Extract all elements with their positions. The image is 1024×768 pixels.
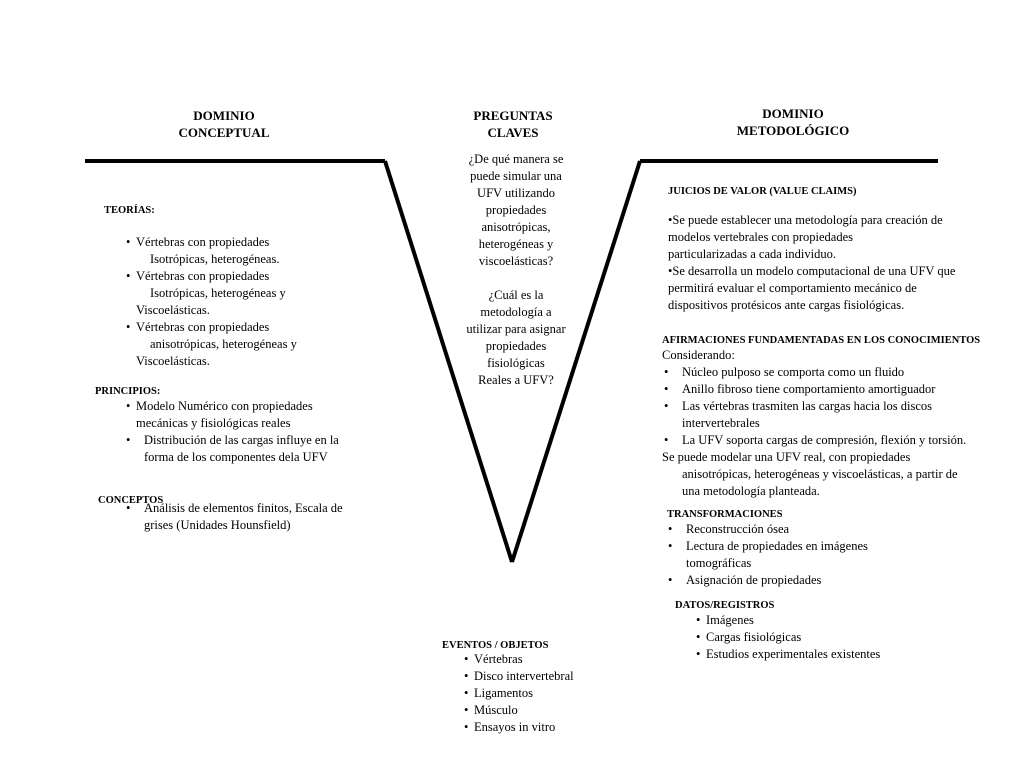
conceptos-label: CONCEPTOS <box>98 495 164 506</box>
list-item-cont: tomográficas <box>686 556 752 570</box>
juicios-line: particularizadas a cada individuo. <box>668 247 836 261</box>
list-item-cont: Isotrópicas, heterogéneas y <box>150 286 286 300</box>
pregunta-line: metodología a <box>480 305 552 319</box>
list-item-text: La UFV soporta cargas de compresión, flexión y torsión. <box>682 433 967 447</box>
list-item-cont: Viscoelásticas. <box>136 354 210 368</box>
list-item <box>658 432 1012 449</box>
list-item <box>662 538 962 572</box>
pregunta-line: propiedades <box>485 203 547 217</box>
list-item <box>662 572 962 589</box>
list-item-cont: forma de los componentes dela UFV <box>144 450 328 464</box>
list-item <box>662 521 962 538</box>
pregunta-line: fisiológicas <box>487 356 545 370</box>
list-item-text: Anillo fibroso tiene comportamiento amortiguador <box>682 382 936 396</box>
list-item-cont: intervertebrales <box>682 416 760 430</box>
list-item-text: Núcleo pulposo se comporta como un fluido <box>682 365 905 379</box>
list-item-text: Lectura de propiedades en imágenes <box>686 539 868 553</box>
list-item-cont: grises (Unidades Hounsfield) <box>144 518 291 532</box>
pregunta-line: utilizar para asignar <box>466 322 566 336</box>
list-item-text: Reconstrucción ósea <box>686 522 790 536</box>
list-item <box>658 364 1012 381</box>
pregunta-1 <box>446 151 586 270</box>
header-line: PREGUNTAS <box>473 108 553 123</box>
list-item-text: Asignación de propiedades <box>686 573 822 587</box>
list-item <box>124 268 364 319</box>
pregunta-line: puede simular una <box>470 169 562 183</box>
afirmaciones-block <box>662 347 1012 500</box>
list-item: • Disco intervertebral <box>462 668 612 685</box>
list-item: • Cargas fisiológicas <box>694 629 954 646</box>
list-item: • Imágenes <box>694 612 954 629</box>
list-item-text: Vértebras con propiedades <box>136 269 270 283</box>
teorias-list <box>124 234 364 370</box>
afirmaciones-closing-line: anisotrópicas, heterogéneas y viscoelásticas, a partir de <box>682 467 958 481</box>
juicios-label: JUICIOS DE VALOR (VALUE CLAIMS) <box>668 186 857 197</box>
juicios-line: dispositivos protésicos ante cargas fisiológicas. <box>668 298 905 312</box>
list-item-text: Modelo Numérico con propiedades <box>136 399 313 413</box>
list-item: • Músculo <box>462 702 612 719</box>
header-dominio-conceptual <box>154 107 294 141</box>
afirmaciones-intro: Considerando: <box>662 348 735 362</box>
list-item <box>124 432 384 466</box>
afirmaciones-list <box>658 364 1012 449</box>
conceptos-list <box>124 500 384 534</box>
list-item-cont: mecánicas y fisiológicas reales <box>136 416 291 430</box>
list-item <box>124 234 364 268</box>
datos-label: DATOS/REGISTROS <box>675 600 775 611</box>
principios-list <box>124 398 384 466</box>
list-item <box>658 398 1012 432</box>
pregunta-line: heterogéneas y <box>478 237 554 251</box>
list-item-text: Análisis de elementos finitos, Escala de <box>144 501 343 515</box>
list-item: • Vértebras <box>462 651 612 668</box>
pregunta-line: Reales a UFV? <box>478 373 554 387</box>
list-item <box>658 381 1012 398</box>
list-item: • Ensayos in vitro <box>462 719 612 736</box>
list-item-cont: Isotrópicas, heterogéneas. <box>150 252 280 266</box>
header-line: DOMINIO <box>762 106 824 121</box>
list-item <box>124 319 364 370</box>
header-line: METODOLÓGICO <box>736 123 850 138</box>
header-line: CONCEPTUAL <box>178 125 270 140</box>
list-item-text: Las vértebras trasmiten las cargas hacia los discos <box>682 399 933 413</box>
list-item <box>124 398 384 432</box>
juicios-line: modelos vertebrales con propiedades <box>668 230 854 244</box>
pregunta-2 <box>446 287 586 389</box>
list-item: • Estudios experimentales existentes <box>694 646 954 663</box>
header-dominio-metodologico <box>718 105 868 139</box>
juicios-text <box>668 212 1008 314</box>
datos-list <box>694 612 954 663</box>
list-item-text: Vértebras con propiedades <box>136 320 270 334</box>
header-preguntas-claves <box>443 107 583 141</box>
eventos-list <box>462 651 612 736</box>
juicios-line: •Se desarrolla un modelo computacional de una UFV que <box>668 264 956 278</box>
eventos-label: EVENTOS / OBJETOS <box>442 640 549 651</box>
afirmaciones-closing-line: Se puede modelar una UFV real, con propiedades <box>662 450 911 464</box>
list-item-cont: anisotrópicas, heterogéneas y <box>150 337 297 351</box>
list-item-text: Distribución de las cargas influye en la <box>144 433 339 447</box>
transformaciones-label: TRANSFORMACIONES <box>667 509 783 520</box>
list-item <box>124 500 384 534</box>
pregunta-line: viscoelásticas? <box>478 254 554 268</box>
teorias-label: TEORÍAS: <box>104 205 155 216</box>
pregunta-line: UFV utilizando <box>477 186 555 200</box>
header-line: DOMINIO <box>193 108 255 123</box>
list-item-text: Vértebras con propiedades <box>136 235 270 249</box>
list-item: • Ligamentos <box>462 685 612 702</box>
header-line: CLAVES <box>487 125 539 140</box>
juicios-line: •Se puede establecer una metodología para creación de <box>668 213 943 227</box>
pregunta-line: propiedades <box>485 339 547 353</box>
pregunta-line: anisotrópicas, <box>481 220 551 234</box>
list-item-cont: Viscoelásticas. <box>136 303 210 317</box>
afirmaciones-closing-line: una metodología planteada. <box>682 484 820 498</box>
pregunta-line: ¿Cuál es la <box>488 288 544 302</box>
principios-label: PRINCIPIOS: <box>95 386 161 397</box>
transformaciones-list <box>662 521 962 589</box>
juicios-line: permitirá evaluar el comportamiento mecánico de <box>668 281 917 295</box>
pregunta-line: ¿De qué manera se <box>468 152 564 166</box>
afirmaciones-label: AFIRMACIONES FUNDAMENTADAS EN LOS CONOCIMIENTOS <box>662 335 981 346</box>
